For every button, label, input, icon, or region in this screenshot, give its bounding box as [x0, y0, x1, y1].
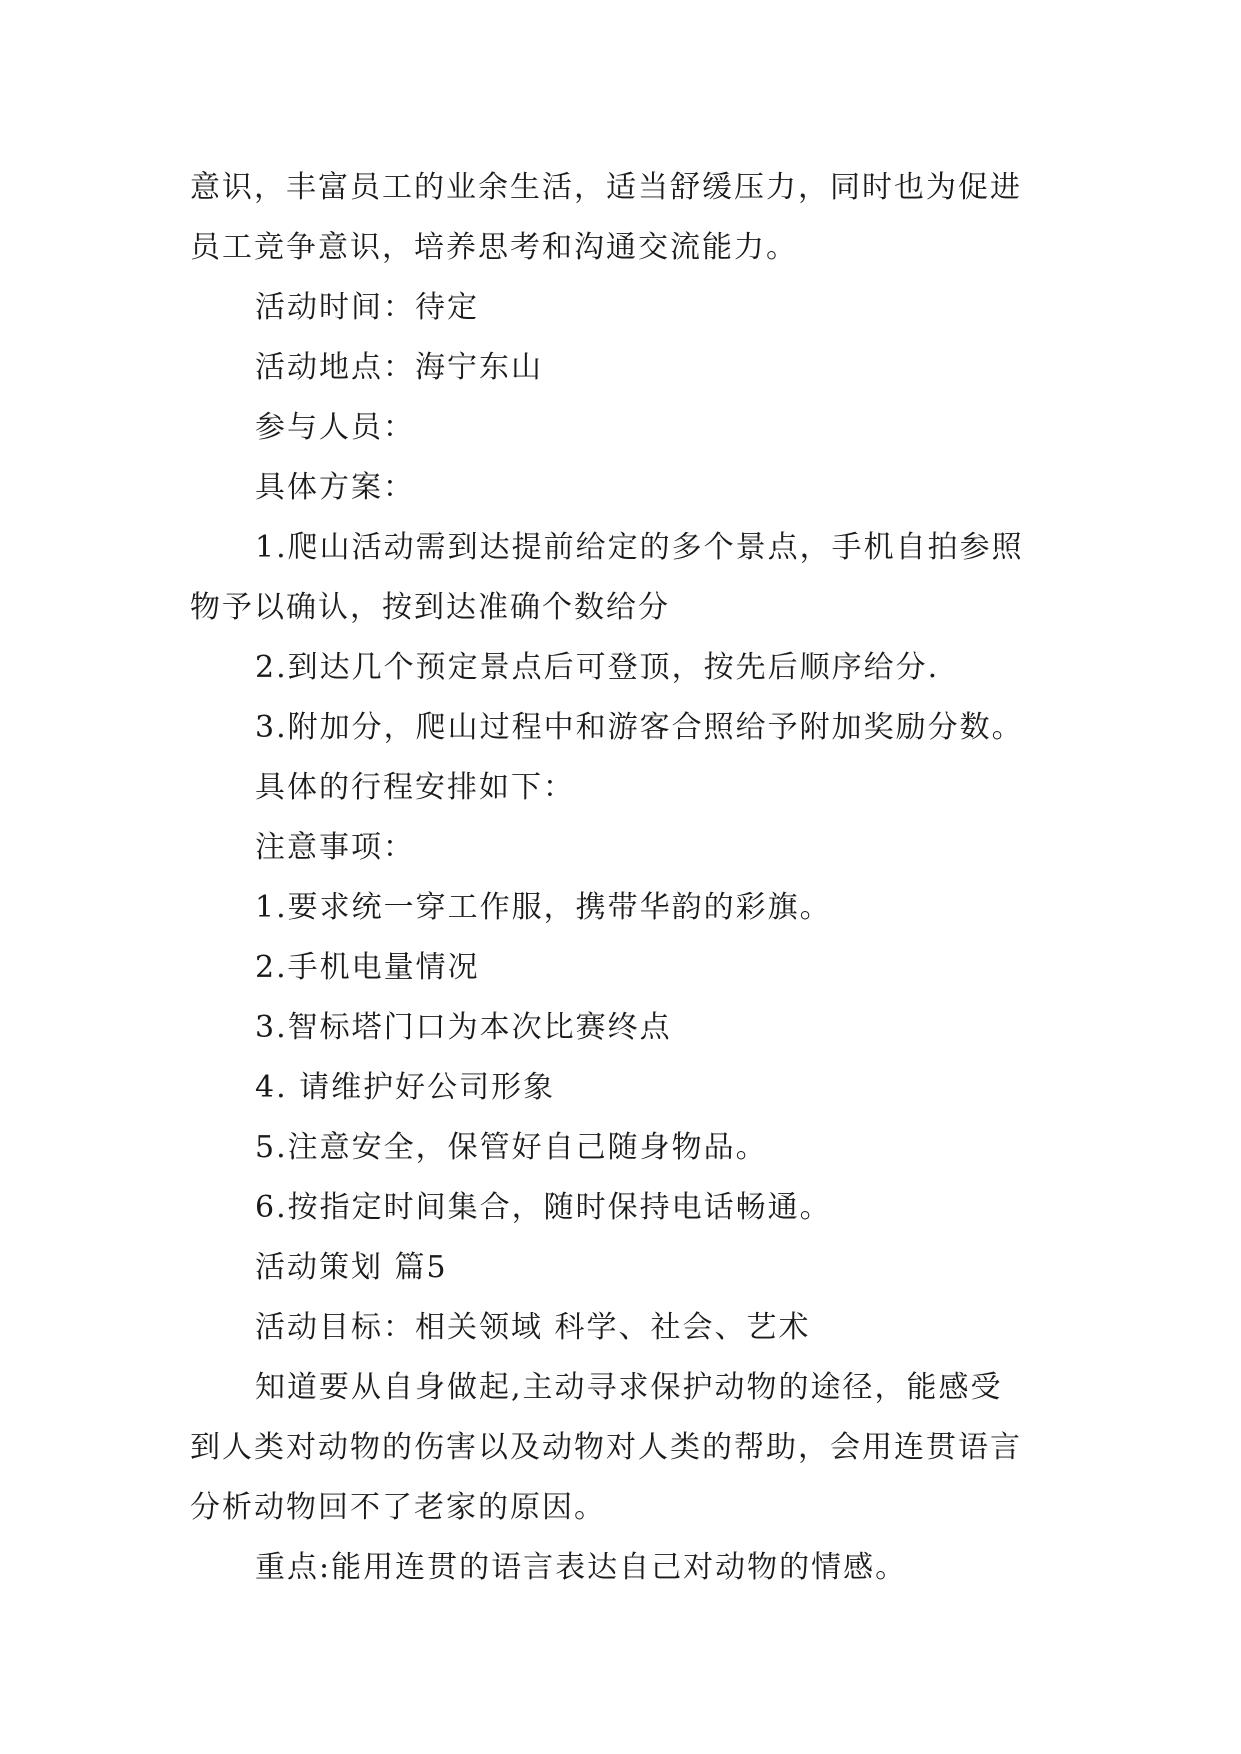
participants: 参与人员： [255, 410, 415, 445]
notes-item: 5.注意安全，保管好自己随身物品。 [255, 1130, 768, 1165]
plan-item: 1.爬山活动需到达提前给定的多个景点，手机自拍参照 [255, 530, 1024, 565]
activity-time: 活动时间：待定 [255, 290, 479, 325]
activity-location: 活动地点：海宁东山 [255, 350, 543, 385]
notes-item: 6.按指定时间集合，随时保持电话畅通。 [255, 1190, 832, 1225]
notes-item: 3.智标塔门口为本次比赛终点 [255, 1010, 672, 1045]
plan-item: 2.到达几个预定景点后可登顶，按先后顺序给分. [255, 650, 940, 685]
notes-item: 2.手机电量情况 [255, 950, 480, 985]
notes-heading: 注意事项： [255, 830, 415, 865]
plan-item: 3.附加分，爬山过程中和游客合照给予附加奖励分数。 [255, 710, 1024, 745]
paragraph-line: 意识，丰富员工的业余生活，适当舒缓压力，同时也为促进 [190, 170, 1022, 205]
paragraph-line: 知道要从自身做起,主动寻求保护动物的途径，能感受 [255, 1370, 1003, 1405]
schedule-heading: 具体的行程安排如下： [255, 770, 575, 805]
document-body [190, 158, 1070, 1598]
paragraph-line: 到人类对动物的伤害以及动物对人类的帮助，会用连贯语言 [190, 1430, 1022, 1465]
plan-item-continued: 物予以确认，按到达准确个数给分 [190, 590, 670, 625]
key-point: 重点:能用连贯的语言表达自己对动物的情感。 [255, 1550, 908, 1585]
notes-item: 4. 请维护好公司形象 [255, 1070, 556, 1105]
section-title: 活动策划 篇5 [255, 1250, 448, 1285]
notes-item: 1.要求统一穿工作服，携带华韵的彩旗。 [255, 890, 832, 925]
paragraph-line: 员工竞争意识，培养思考和沟通交流能力。 [190, 230, 798, 265]
paragraph-line: 分析动物回不了老家的原因。 [190, 1490, 606, 1525]
activity-goal: 活动目标：相关领域 科学、社会、艺术 [255, 1310, 811, 1345]
plan-heading: 具体方案： [255, 470, 415, 505]
